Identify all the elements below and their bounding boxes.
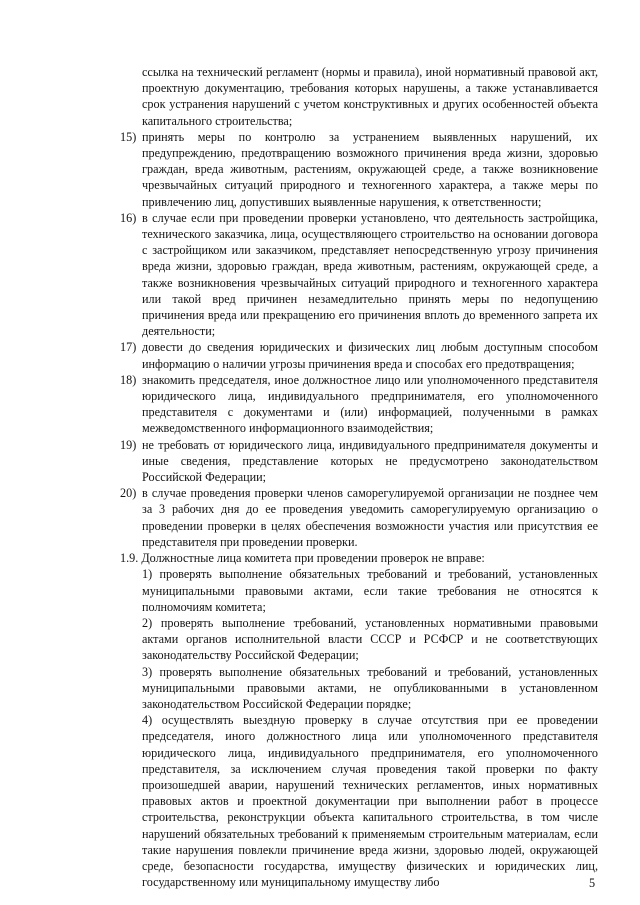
subitem-2: 2) проверять выполнение требований, установленных нормативными правовыми актами органов исполнительной власти СССР и РСФСР и не соответствующих законодательству Российской Федерации; xyxy=(142,615,598,663)
list-item-16 xyxy=(120,210,598,340)
item-number: 18) xyxy=(120,372,137,387)
item-number: 16) xyxy=(120,210,137,225)
list-item-17 xyxy=(120,339,598,371)
item-text: довести до сведения юридических и физических лиц любым доступным способом информацию о наличии угрозы причинения вреда и способах его предотвращения; xyxy=(142,340,598,371)
list-item-20 xyxy=(120,485,598,550)
item-text: не требовать от юридического лица, индивидуального предпринимателя документы и иные сведения, представление которых не предусмотрено законодательством Российской Федерации; xyxy=(142,437,598,485)
continuation-paragraph: ссылка на технический регламент (нормы и правила), иной нормативный правовой акт, проектную документацию, требования которых нарушены, а также устанавливается срок устранения нарушений с учетом конструктивных и других особенностей объекта капитального строительства; xyxy=(142,65,598,128)
item-number: 15) xyxy=(120,129,137,144)
item-text: знакомить председателя, иное должностное лицо или уполномоченного представителя юридического лица, индивидуального предпринимателя, его уполномоченного представителя с документами и (или) информацией, полученными в рамках межведомственного информационного взаимодействия; xyxy=(142,372,598,436)
page-number: 5 xyxy=(589,876,596,890)
list-item-15 xyxy=(120,129,598,210)
item-number: 20) xyxy=(120,486,137,501)
item-text: в случае проведения проверки членов саморегулируемой организации не позднее чем за 3 рабочих дня до ее проведения уведомить саморегулируемую организацию о проведении проверки в целях обеспечения возможности участия или присутствия ее представителя при проведении проверки. xyxy=(142,486,598,549)
subitem-4: 4) осуществлять выездную проверку в случае отсутствия при ее проведении председателя, иного должностного лица или уполномоченного представителя юридического лица, индивидуального предпринимателя, его уполномоченного представителя, за исключением случая проведения такой проверки по факту произошедшей аварии, нарушений технических регламентов, иных нормативных правовых актов и проектной документации при выполнении работ в процессе строительства, реконструкции объекта капитального строительства, в том числе нарушений обязательных требований к применяемым строительным материалам, если такие нарушения повлекли причинение вреда жизни, здоровью людей, окружающей среде, безопасности государства, имуществу физических и юридических лиц, государственному или муниципальному имуществу либо xyxy=(142,713,598,890)
item-text: принять меры по контролю за устранением выявленных нарушений, их предупреждению, предотвращению возможного причинения вреда жизни, здоровью граждан, вреда животным, растениям, окружающей среде, а также возникновение чрезвычайных ситуаций природного и техногенного характера, а также меры по привлечению лиц, допустивших выявленные нарушения, к ответственности; xyxy=(142,129,598,209)
section-heading: 1.9. Должностные лица комитета при проведении проверок не вправе: xyxy=(120,551,485,566)
subitem-3: 3) проверять выполнение обязательных требований и требований, установленных муниципальными правовыми актами, не опубликованными в установленном законодательством Российской Федерации порядке; xyxy=(142,664,598,711)
subitem-1: 1) проверять выполнение обязательных требований и требований, установленных муниципальными правовыми актами, если такие требования не относятся к полномочиям комитета; xyxy=(142,567,598,614)
list-item-19 xyxy=(120,437,598,486)
page-body xyxy=(120,64,598,890)
item-number: 17) xyxy=(120,340,137,355)
list-item-18 xyxy=(120,372,598,437)
item-number: 19) xyxy=(120,437,137,452)
item-text: в случае если при проведении проверки установлено, что деятельность застройщика, технического заказчика, лица, осуществляющего строительство на основании договора с застройщиком или заказчиком, представляет непосредственную угрозу причинения вреда жизни, здоровью граждан, вреда животным, растениям, окружающей среде, а также возникновения чрезвычайных ситуаций природного и техногенного характера или такой вред причинен незамедлительно принять меры по недопущению причинения вреда или прекращению его причинения вплоть до временного запрета их деятельности; xyxy=(142,210,598,339)
